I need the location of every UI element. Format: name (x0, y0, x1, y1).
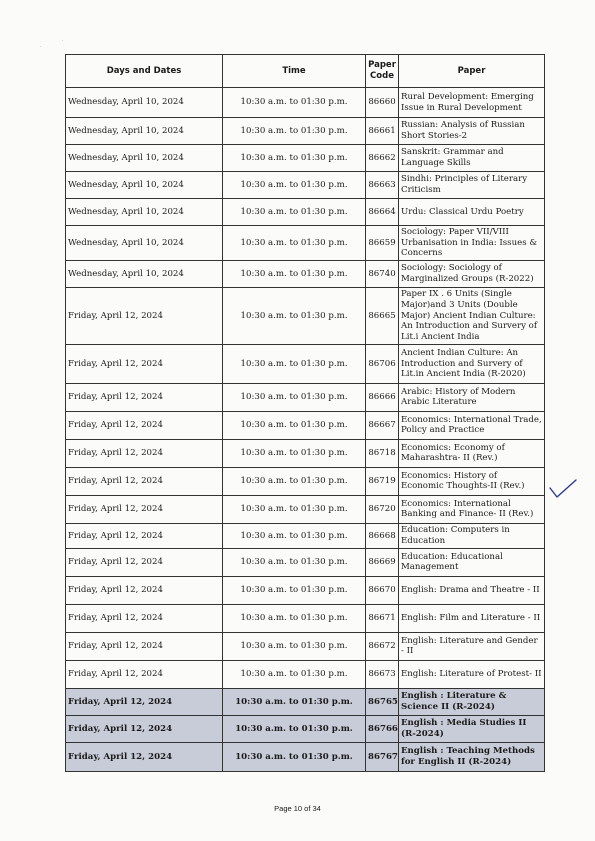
day-cell: Friday, April 12, 2024 (66, 288, 223, 345)
paper-title-cell: Economics: Economy of Maharashtra- II (Rev.) (399, 439, 545, 467)
paper-code-cell: 86767 (366, 742, 399, 771)
time-cell: 10:30 a.m. to 01:30 p.m. (223, 172, 366, 199)
exam-schedule-table (65, 54, 545, 772)
table-row (66, 715, 545, 742)
time-cell: 10:30 a.m. to 01:30 p.m. (223, 411, 366, 439)
paper-title-cell: Economics: International Trade, Policy and Practice (399, 411, 545, 439)
day-cell: Friday, April 12, 2024 (66, 495, 223, 523)
day-cell: Friday, April 12, 2024 (66, 439, 223, 467)
time-cell: 10:30 a.m. to 01:30 p.m. (223, 604, 366, 632)
paper-code-cell: 86718 (366, 439, 399, 467)
paper-code-cell: 86663 (366, 172, 399, 199)
time-cell: 10:30 a.m. to 01:30 p.m. (223, 742, 366, 771)
time-cell: 10:30 a.m. to 01:30 p.m. (223, 495, 366, 523)
table-row (66, 411, 545, 439)
paper-code-cell: 86667 (366, 411, 399, 439)
time-cell: 10:30 a.m. to 01:30 p.m. (223, 383, 366, 411)
time-cell: 10:30 a.m. to 01:30 p.m. (223, 344, 366, 383)
header-paper: Paper (399, 55, 545, 88)
time-cell: 10:30 a.m. to 01:30 p.m. (223, 288, 366, 345)
time-cell: 10:30 a.m. to 01:30 p.m. (223, 688, 366, 715)
table-row (66, 660, 545, 688)
paper-title-cell: Urdu: Classical Urdu Poetry (399, 199, 545, 226)
time-cell: 10:30 a.m. to 01:30 p.m. (223, 632, 366, 660)
time-cell: 10:30 a.m. to 01:30 p.m. (223, 439, 366, 467)
day-cell: Wednesday, April 10, 2024 (66, 172, 223, 199)
scan-speck: · (62, 38, 64, 44)
check-mark-icon (548, 478, 578, 500)
paper-code-cell: 86740 (366, 261, 399, 288)
table-row (66, 495, 545, 523)
header-days-and-dates: Days and Dates (66, 55, 223, 88)
paper-title-cell: Sanskrit: Grammar and Language Skills (399, 145, 545, 172)
time-cell: 10:30 a.m. to 01:30 p.m. (223, 261, 366, 288)
paper-title-cell: Education: Educational Management (399, 548, 545, 576)
time-cell: 10:30 a.m. to 01:30 p.m. (223, 548, 366, 576)
day-cell: Wednesday, April 10, 2024 (66, 199, 223, 226)
paper-code-cell: 86662 (366, 145, 399, 172)
table-row (66, 172, 545, 199)
page-number: Page 10 of 34 (274, 804, 321, 813)
table-header-row (66, 55, 545, 88)
paper-title-cell: English: Film and Literature - II (399, 604, 545, 632)
time-cell: 10:30 a.m. to 01:30 p.m. (223, 199, 366, 226)
table-row (66, 344, 545, 383)
paper-code-cell: 86668 (366, 523, 399, 548)
day-cell: Friday, April 12, 2024 (66, 383, 223, 411)
table-row (66, 688, 545, 715)
table-row (66, 199, 545, 226)
paper-title-cell: Arabic: History of Modern Arabic Literature (399, 383, 545, 411)
paper-title-cell: English : Teaching Methods for English II (R-2024) (399, 742, 545, 771)
table-row (66, 118, 545, 145)
paper-code-cell: 86669 (366, 548, 399, 576)
paper-code-cell: 86665 (366, 288, 399, 345)
day-cell: Friday, April 12, 2024 (66, 576, 223, 604)
paper-title-cell: Sociology: Sociology of Marginalized Groups (R-2022) (399, 261, 545, 288)
table-row (66, 632, 545, 660)
day-cell: Wednesday, April 10, 2024 (66, 145, 223, 172)
day-cell: Friday, April 12, 2024 (66, 604, 223, 632)
paper-code-cell: 86671 (366, 604, 399, 632)
time-cell: 10:30 a.m. to 01:30 p.m. (223, 715, 366, 742)
table-row (66, 288, 545, 345)
table-row (66, 439, 545, 467)
paper-code-cell: 86765 (366, 688, 399, 715)
table-row (66, 88, 545, 118)
table-row (66, 742, 545, 771)
paper-title-cell: Sociology: Paper VII/VIII Urbanisation in India: Issues & Concerns (399, 226, 545, 261)
time-cell: 10:30 a.m. to 01:30 p.m. (223, 660, 366, 688)
day-cell: Wednesday, April 10, 2024 (66, 226, 223, 261)
day-cell: Friday, April 12, 2024 (66, 742, 223, 771)
paper-title-cell: Sindhi: Principles of Literary Criticism (399, 172, 545, 199)
paper-title-cell: English : Media Studies II (R-2024) (399, 715, 545, 742)
table-row (66, 548, 545, 576)
paper-title-cell: English: Drama and Theatre - II (399, 576, 545, 604)
header-paper-code: Paper Code (366, 55, 399, 88)
table-body (66, 88, 545, 772)
day-cell: Friday, April 12, 2024 (66, 660, 223, 688)
day-cell: Friday, April 12, 2024 (66, 344, 223, 383)
table-row (66, 604, 545, 632)
paper-title-cell: English : Literature & Science II (R-2024) (399, 688, 545, 715)
paper-title-cell: Russian: Analysis of Russian Short Stories-2 (399, 118, 545, 145)
day-cell: Wednesday, April 10, 2024 (66, 88, 223, 118)
paper-code-cell: 86673 (366, 660, 399, 688)
paper-title-cell: English: Literature of Protest- II (399, 660, 545, 688)
paper-code-cell: 86720 (366, 495, 399, 523)
time-cell: 10:30 a.m. to 01:30 p.m. (223, 226, 366, 261)
time-cell: 10:30 a.m. to 01:30 p.m. (223, 467, 366, 495)
paper-code-cell: 86661 (366, 118, 399, 145)
scan-speck: · (40, 44, 42, 50)
day-cell: Wednesday, April 10, 2024 (66, 261, 223, 288)
table-row (66, 261, 545, 288)
table-row (66, 523, 545, 548)
day-cell: Friday, April 12, 2024 (66, 411, 223, 439)
table-row (66, 145, 545, 172)
table-row (66, 226, 545, 261)
time-cell: 10:30 a.m. to 01:30 p.m. (223, 145, 366, 172)
paper-title-cell: Economics: History of Economic Thoughts-II (Rev.) (399, 467, 545, 495)
day-cell: Friday, April 12, 2024 (66, 548, 223, 576)
paper-code-cell: 86659 (366, 226, 399, 261)
paper-code-cell: 86706 (366, 344, 399, 383)
paper-code-cell: 86666 (366, 383, 399, 411)
table-row (66, 576, 545, 604)
day-cell: Friday, April 12, 2024 (66, 523, 223, 548)
table-row (66, 467, 545, 495)
paper-code-cell: 86766 (366, 715, 399, 742)
paper-title-cell: Education: Computers in Education (399, 523, 545, 548)
time-cell: 10:30 a.m. to 01:30 p.m. (223, 118, 366, 145)
paper-code-cell: 86660 (366, 88, 399, 118)
paper-title-cell: Paper IX . 6 Units (Single Major)and 3 Units (Double Major) Ancient Indian Culture: An Introduction and Survery of Lit.i Ancient India (399, 288, 545, 345)
header-time: Time (223, 55, 366, 88)
paper-code-cell: 86664 (366, 199, 399, 226)
time-cell: 10:30 a.m. to 01:30 p.m. (223, 88, 366, 118)
paper-title-cell: English: Literature and Gender - II (399, 632, 545, 660)
time-cell: 10:30 a.m. to 01:30 p.m. (223, 523, 366, 548)
time-cell: 10:30 a.m. to 01:30 p.m. (223, 576, 366, 604)
paper-title-cell: Rural Development: Emerging Issue in Rural Development (399, 88, 545, 118)
day-cell: Friday, April 12, 2024 (66, 467, 223, 495)
table-row (66, 383, 545, 411)
paper-title-cell: Ancient Indian Culture: An Introduction and Survery of Lit.in Ancient India (R-2020) (399, 344, 545, 383)
day-cell: Wednesday, April 10, 2024 (66, 118, 223, 145)
day-cell: Friday, April 12, 2024 (66, 715, 223, 742)
day-cell: Friday, April 12, 2024 (66, 688, 223, 715)
paper-code-cell: 86670 (366, 576, 399, 604)
paper-title-cell: Economics: International Banking and Finance- II (Rev.) (399, 495, 545, 523)
paper-code-cell: 86719 (366, 467, 399, 495)
day-cell: Friday, April 12, 2024 (66, 632, 223, 660)
paper-code-cell: 86672 (366, 632, 399, 660)
